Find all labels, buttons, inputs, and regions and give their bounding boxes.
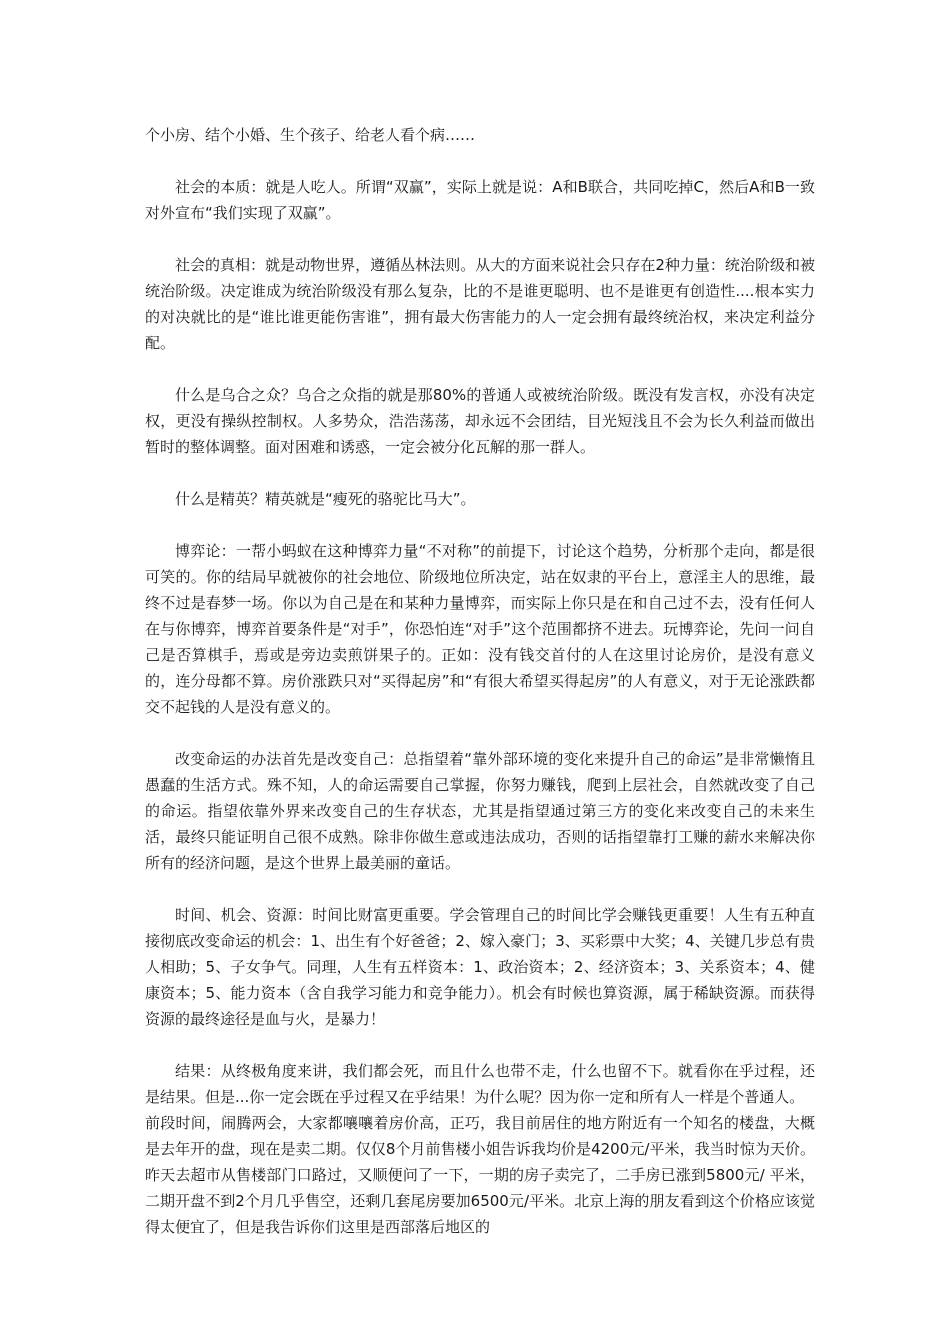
paragraph: 社会的本质：就是人吃人。所谓“双赢”，实际上就是说：A和B联合，共同吃掉C，然后A和B一致对外宣布“我们实现了双赢”。 <box>145 178 815 222</box>
paragraph: 什么是精英？精英就是“瘦死的骆驼比马大”。 <box>175 490 476 508</box>
paragraph: 社会的真相：就是动物世界，遵循丛林法则。从大的方面来说社会只存在2种力量：统治阶级和被统治阶级。决定谁成为统治阶级没有那么复杂，比的不是谁更聪明、也不是谁更有创造性....根本实力的对决就比的是“谁比谁更能伤害谁”，拥有最大伤害能力的人一定会拥有最终统治权，来决定利益分配。 <box>145 256 815 352</box>
paragraph: 个小房、结个小婚、生个孩子、给老人看个病…… <box>145 126 476 144</box>
paragraph: 结果：从终极角度来讲，我们都会死，而且什么也带不走，什么也留不下。就看你在乎过程，还是结果。但是...你一定会既在乎过程又在乎结果！为什么呢？因为你一定和所有人一样是个普通人。 <box>145 1062 815 1106</box>
paragraph: 博弈论：一帮小蚂蚁在这种博弈力量“不对称”的前提下，讨论这个趋势，分析那个走向，都是很可笑的。你的结局早就被你的社会地位、阶级地位所决定，站在奴隶的平台上，意淫主人的思维，最终不过是春梦一场。你以为自己是在和某种力量博弈，而实际上你只是在和自己过不去，没有任何人在与你博弈，博弈首要条件是“对手”，你恐怕连“对手”这个范围都挤不进去。玩博弈论，先问一问自己是否算棋手，焉或是旁边卖煎饼果子的。正如：没有钱交首付的人在这里讨论房价，是没有意义的，连分母都不算。房价涨跌只对“买得起房”和“有很大希望买得起房”的人有意义，对于无论涨跌都交不起钱的人是没有意义的。 <box>145 542 815 716</box>
paragraph: 时间、机会、资源：时间比财富更重要。学会管理自己的时间比学会赚钱更重要！人生有五种直接彻底改变命运的机会：1、出生有个好爸爸；2、嫁入豪门；3、买彩票中大奖；4、关键几步总有贵人相助；5、子女争气。同理，人生有五样资本：1、政治资本；2、经济资本；3、关系资本；4、健康资本；5、能力资本（含自我学习能力和竞争能力）。机会有时候也算资源，属于稀缺资源。而获得资源的最终途径是血与火，是暴力！ <box>145 906 815 1028</box>
paragraph: 前段时间，闹腾两会，大家都嚷嚷着房价高，正巧，我目前居住的地方附近有一个知名的楼盘，大概是去年开的盘，现在是卖二期。仅仅8个月前售楼小姐告诉我均价是4200元/平米，我当时惊为天价。昨天去超市从售楼部门口路过，又顺便问了一下，一期的房子卖完了，二手房已涨到5800元/ 平米，二期开盘不到2个月几乎售空，还剩几套尾房要加6500元/平米。北京上海的朋友看到这个价格应该觉得太便宜了，但是我告诉你们这里是西部落后地区的 <box>145 1114 815 1236</box>
paragraph: 什么是乌合之众？乌合之众指的就是那80%的普通人或被统治阶级。既没有发言权，亦没有决定权，更没有操纵控制权。人多势众，浩浩荡荡，却永远不会团结，目光短浅且不会为长久利益而做出暂时的整体调整。面对困难和诱惑，一定会被分化瓦解的那一群人。 <box>145 386 815 456</box>
paragraph: 改变命运的办法首先是改变自己：总指望着“靠外部环境的变化来提升自己的命运”是非常懒惰且愚蠢的生活方式。殊不知，人的命运需要自己掌握，你努力赚钱，爬到上层社会，自然就改变了自己的命运。指望依靠外界来改变自己的生存状态，尤其是指望通过第三方的变化来改变自己的未来生活，最终只能证明自己很不成熟。除非你做生意或违法成功，否则的话指望靠打工赚的薪水来解决你所有的经济问题，是这个世界上最美丽的童话。 <box>145 750 815 872</box>
document-page <box>145 122 815 1240</box>
